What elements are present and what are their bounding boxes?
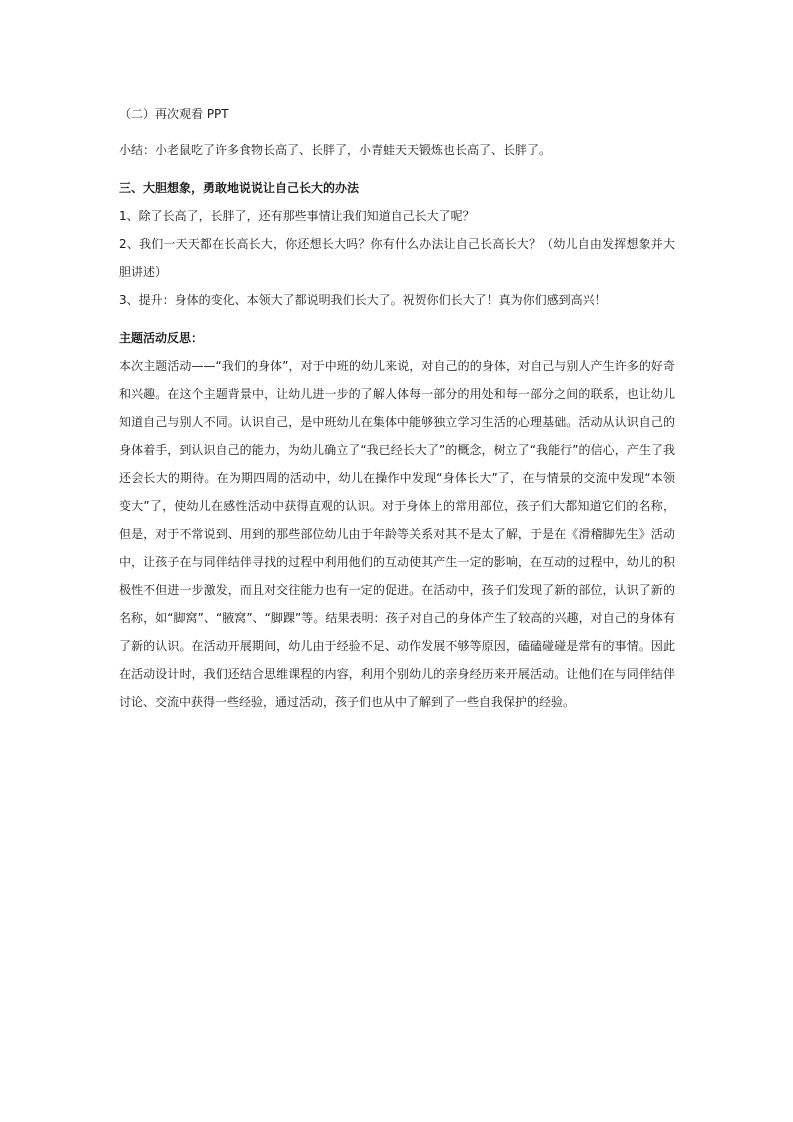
list-item: 2、我们一天天都在长高长大，你还想长大吗？你有什么办法让自己长高长大？（幼儿自由发挥想象并大胆讲述） xyxy=(119,237,675,279)
document-body xyxy=(119,100,675,716)
section-title-review-ppt: （二）再次观看 PPT xyxy=(119,107,229,121)
reflection-heading: 主题活动反思： xyxy=(119,331,204,345)
list-item: 1、除了长高了，长胖了，还有那些事情让我们知道自己长大了呢？ xyxy=(119,209,475,223)
section-heading-imagination: 三、大胆想象，勇敢地说说让自己长大的办法 xyxy=(119,181,360,195)
list-item: 3、提升：身体的变化、本领大了都说明我们长大了。祝贺你们长大了！真为你们感到高兴！ xyxy=(119,293,607,307)
reflection-paragraph: 本次主题活动——“我们的身体”，对于中班的幼儿来说，对自己的的身体，对自己与别人产生许多的好奇和兴趣。在这个主题背景中，让幼儿进一步的了解人体每一部分的用处和每一部分之间的联系，也让幼儿知道自己与别人不同。认识自己，是中班幼儿在集体中能够独立学习生活的心理基础。活动从认识自己的身体着手，到认识自己的能力，为幼儿确立了“我已经长大了”的概念，树立了“我能行”的信心，产生了我还会长大的期待。在为期四周的活动中，幼儿在操作中发现“身体长大”了，在与情景的交流中发现“本领变大”了，使幼儿在感性活动中获得直观的认识。对于身体上的常用部位，孩子们大都知道它们的名称，但是，对于不常说到、用到的那些部位幼儿由于年龄等关系对其不是太了解，于是在《滑稽脚先生》活动中，让孩子在与同伴结伴寻找的过程中利用他们的互动使其产生一定的影响，在互动的过程中，幼儿的积极性不但进一步激发，而且对交往能力也有一定的促进。在活动中，孩子们发现了新的部位，认识了新的名称，如“脚窝”、“腋窝”、“脚踝”等。结果表明：孩子对自己的身体产生了较高的兴趣，对自己的身体有了新的认识。在活动开展期间，幼儿由于经验不足、动作发展不够等原因，磕磕碰碰是常有的事情。因此在活动设计时，我们还结合思维课程的内容，利用个别幼儿的亲身经历来开展活动。让他们在与同伴结伴讨论、交流中获得一些经验，通过活动，孩子们也从中了解到了一些自我保护的经验。 xyxy=(119,359,675,709)
summary-paragraph: 小结：小老鼠吃了许多食物长高了、长胖了，小青蛙天天锻炼也长高了、长胖了。 xyxy=(119,143,552,157)
